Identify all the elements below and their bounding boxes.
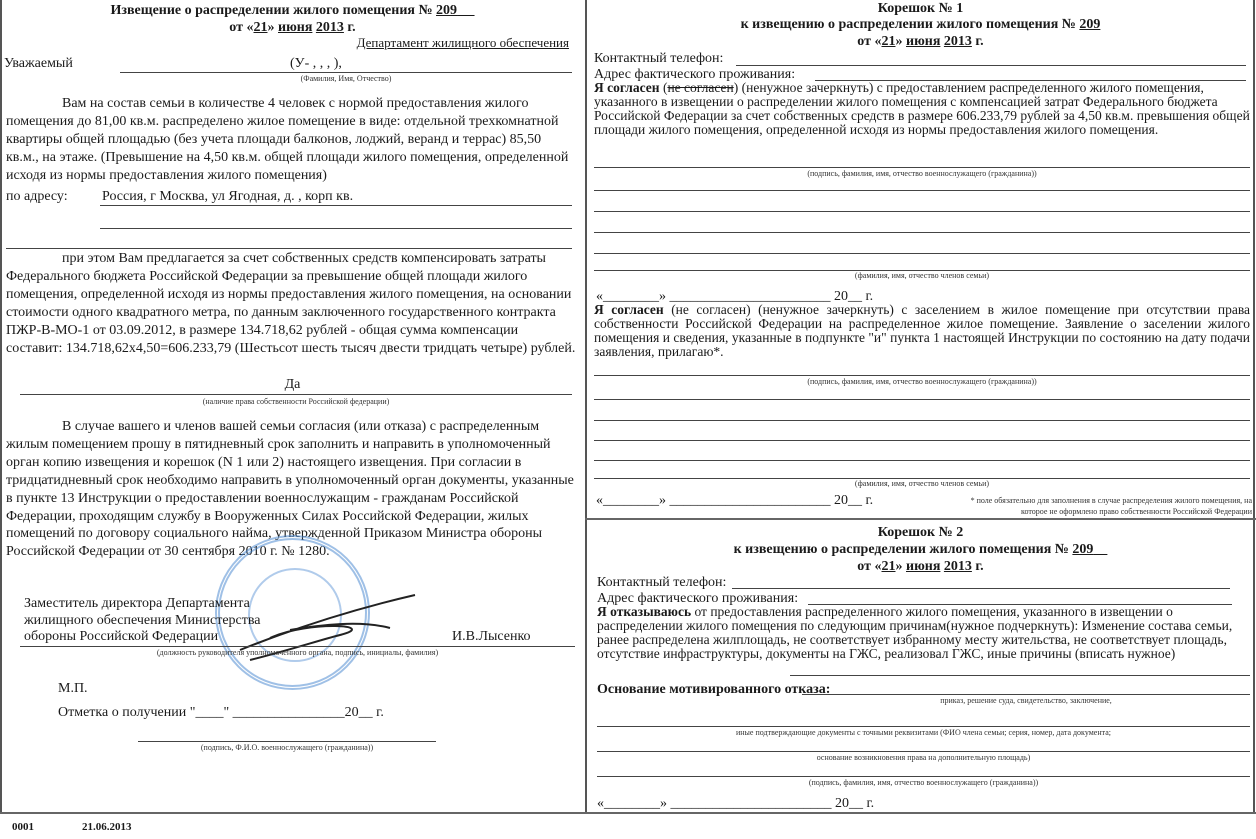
signer-name: И.В.Лысенко bbox=[452, 629, 531, 644]
address-label: по адресу: bbox=[6, 189, 68, 204]
stub1-footnote-1: * поле обязательно для заполнения в случае распределения жилого помещения, на bbox=[970, 496, 1252, 505]
center-divider bbox=[585, 0, 587, 813]
notice-date: от «21» июня 2013 г. bbox=[229, 20, 356, 35]
footer-code: 0001 bbox=[12, 821, 34, 833]
stub1-family2-line-1[interactable] bbox=[594, 399, 1250, 400]
signer-title-3: обороны Российской Федерации bbox=[24, 629, 219, 644]
address-line-2 bbox=[100, 228, 572, 229]
stub-divider bbox=[585, 518, 1256, 520]
stub1-date: от «21» июня 2013 г. bbox=[857, 34, 984, 49]
stub2-refuse-text: Я отказываюсь от предоставления распределенного жилого помещения, указанного в извещении о распределении жилого помещения по следующим причинам(нужное подчеркнуть): Изменение состава семьи, ранее распределена жилплощадь, не соответствует избранному месту жительства, не соответствует площадь, отсутствие инфраструктуры, документы на ГЖС, реализовал ГЖС, иные причины (вписать нужное) bbox=[597, 604, 1233, 661]
signer-title-2: жилищного обеспечения Министерства bbox=[24, 613, 261, 628]
stub2-phone-field[interactable] bbox=[732, 588, 1230, 589]
receipt-mark: Отметка о получении "____" ________________20__ г. bbox=[58, 705, 384, 720]
ownership-line bbox=[20, 394, 572, 395]
stub2-caption-4: (подпись, фамилия, имя, отчество военнослужащего (гражданина)) bbox=[808, 778, 1039, 787]
stub1-subtitle: к извещению о распределении жилого помещения № 209 bbox=[740, 17, 1101, 32]
bottom-border bbox=[0, 812, 1256, 814]
stub1-family-line-1[interactable] bbox=[594, 190, 1250, 191]
notice-title: Извещение о распределении жилого помещения № 209 bbox=[110, 3, 458, 18]
stub2-docs-line[interactable] bbox=[597, 726, 1250, 727]
stub2-address-label: Адрес фактического проживания: bbox=[597, 591, 799, 606]
ownership-caption: (наличие права собственности Российской федерации) bbox=[202, 397, 390, 406]
right-border bbox=[1253, 0, 1255, 813]
recipient-caption: (Фамилия, Имя, Отчество) bbox=[300, 74, 392, 83]
stub2-date-line: «________» _______________________ 20__ г. bbox=[597, 796, 875, 811]
signer-caption: (должность руководителя уполномоченного органа, подпись, инициалы, фамилия) bbox=[156, 648, 439, 657]
receipt-caption: (подпись, Ф.И.О. военнослужащего (гражданина)) bbox=[200, 743, 374, 752]
stub1-date-line-2: «________» _______________________ 20__ г. bbox=[596, 493, 874, 508]
receipt-sign-line bbox=[138, 741, 436, 742]
stub1-phone-label: Контактный телефон: bbox=[594, 51, 724, 66]
stub2-sign-line[interactable] bbox=[597, 776, 1250, 777]
allocation-paragraph: Вам на состав семьи в количестве 4 человек с нормой предоставления жилого помещения до 81,00 кв.м. распределено жилое помещение в виде: отдельной трехкомнатной квартиры общей площадью (без учета площади балконов, лоджий, веранд и террас) 85,50 кв.м., на этаже. (Превышение на 4,50 кв.м. общей площади жилого помещения, определенной исходя из нормы предоставления жилого помещения) bbox=[6, 96, 569, 183]
stub2-basis-right-line[interactable] bbox=[597, 751, 1250, 752]
stub1-family2-line-2[interactable] bbox=[594, 420, 1250, 421]
stub1-sign2-line[interactable] bbox=[594, 375, 1250, 376]
stub1-date-line: «________» _______________________ 20__ г. bbox=[596, 289, 874, 304]
stub1-family2-line-4[interactable] bbox=[594, 460, 1250, 461]
stub1-sign2-caption: (подпись, фамилия, имя, отчество военнослужащего (гражданина)) bbox=[807, 377, 1037, 386]
stub1-title: Корешок № 1 bbox=[877, 1, 964, 16]
stub1-family-caption: (фамилия, имя, отчество членов семьи) bbox=[854, 271, 990, 280]
stub1-sign-caption: (подпись, фамилия, имя, отчество военнослужащего (гражданина)) bbox=[807, 169, 1037, 178]
stub1-agree-text: Я согласен (не согласен) (ненужное зачеркнуть) с предоставлением распределенного жилого помещения, указанного в извещении о распределении жилого помещения с компенсацией затрат Федерального бюджета Российской Федерации за счет собственных средств в размере 606.233,79 рублей за 4,50 кв.м. превышения общей площади жилого помещения, определенной исходя из нормы предоставления жилого помещения. bbox=[594, 80, 1250, 137]
stub1-agree2-text: Я согласен (не согласен) (ненужное зачеркнуть) с заселением в жилое помещение при отсутствии права собственности Российской Федерации на распределенное жилое помещение. Заявление о заселении жилого помещения и сведения, указанные в подпункте "и" пункта 1 настоящей Инструкции по состоянию на дату подачи заявления, прилагаю*. bbox=[594, 302, 1251, 359]
stub2-caption-3: основание возникновения права на дополнительную площадь) bbox=[816, 753, 1031, 762]
stub2-subtitle: к извещению о распределении жилого помещения № 209 bbox=[733, 542, 1094, 557]
stub1-family-line-2[interactable] bbox=[594, 211, 1250, 212]
salutation: Уважаемый bbox=[4, 56, 73, 71]
stub2-phone-label: Контактный телефон: bbox=[597, 575, 727, 590]
seal-label: М.П. bbox=[58, 681, 88, 696]
address-value: Россия, г Москва, ул Ягодная, д. , корп кв. bbox=[102, 189, 354, 204]
stub1-address-label: Адрес фактического проживания: bbox=[594, 67, 796, 82]
stub1-footnote-2: которое не оформлено право собственности Российской Федерации bbox=[1021, 507, 1252, 516]
recipient-line bbox=[120, 72, 572, 73]
left-border bbox=[0, 0, 2, 813]
stub2-basis-field[interactable] bbox=[802, 694, 1250, 695]
stub1-phone-field[interactable] bbox=[736, 65, 1246, 66]
stub2-basis-label: Основание мотивированного отказа: bbox=[597, 682, 831, 697]
footer-date: 21.06.2013 bbox=[82, 821, 132, 833]
stub1-family-line-4[interactable] bbox=[594, 253, 1250, 254]
signer-line bbox=[20, 646, 575, 647]
signature-scribble bbox=[230, 590, 420, 670]
stub1-family2-caption: (фамилия, имя, отчество членов семьи) bbox=[854, 479, 990, 488]
address-line-3 bbox=[6, 248, 572, 249]
instructions-paragraph: В случае вашего и членов вашей семьи согласия (или отказа) с распределенным жилым помещением прошу в пятидневный срок заполнить и направить в уполномоченный орган копию извещения и корешок (N 1 или 2) настоящего извещения. При согласии в тридцатидневный срок необходимо направить в уполномоченный орган документы, указанные в пункте 13 Инструкции о предоставлении военнослужащим - гражданам Российской Федерации, проходящим службу в Вооруженных Силах Российской Федерации, жилых помещений по договору социального найма, утвержденной Приказом Министра обороны Российской Федерации от 30 сентября 2010 г. № 1280. bbox=[6, 419, 574, 560]
stub2-caption-2: иные подтверждающие документы с точными реквизитами (ФИО члена семьи; серия, номер, дата документа; bbox=[735, 728, 1111, 737]
signer-title-1: Заместитель директора Департамента bbox=[24, 596, 250, 611]
compensation-paragraph: при этом Вам предлагается за счет собственных средств компенсировать затраты Федерального бюджета Российской Федерации за превышение общей площади жилого помещения, определенной исходя из нормы предоставления жилого помещения, на основании стоимости одного квадратного метра, по данным заключенного государственного контракта ПЖР-В-МО-1 от 03.09.2012, в размере 134.718,62 рублей - общая сумма компенсации составит: 134.718,62х4,50=606.233,79 (Шестьсот шесть тысяч двести тридцать четыре) рублей. bbox=[6, 251, 576, 356]
address-line-1 bbox=[100, 205, 572, 206]
stub2-other-reason-field[interactable] bbox=[790, 675, 1250, 676]
department: Департамент жилищного обеспечения bbox=[356, 35, 569, 50]
stub1-family2-line-3[interactable] bbox=[594, 440, 1250, 441]
ownership-value: Да bbox=[284, 377, 301, 392]
stub1-family-line-3[interactable] bbox=[594, 232, 1250, 233]
stub2-caption-1: приказ, решение суда, свидетельство, заключение, bbox=[940, 696, 1112, 705]
stub2-date: от «21» июня 2013 г. bbox=[857, 559, 984, 574]
recipient-name: (У- , , , ), bbox=[290, 56, 342, 71]
stub1-sign-line[interactable] bbox=[594, 167, 1250, 168]
stub2-title: Корешок № 2 bbox=[877, 525, 964, 540]
